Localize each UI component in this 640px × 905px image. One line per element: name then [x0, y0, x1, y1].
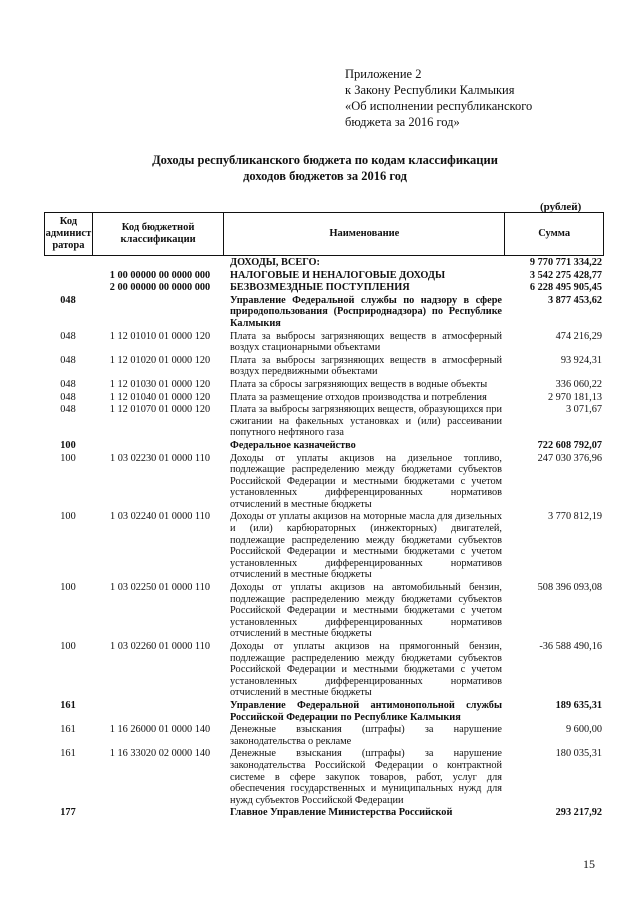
cell-admin-code: 100 — [60, 582, 76, 594]
cell-name: Плата за размещение отходов производства и потребления — [230, 391, 487, 403]
table-row — [44, 747, 604, 806]
cell-budget-code: 1 16 26000 01 0000 140 — [109, 724, 211, 736]
cell-admin-code: 100 — [60, 641, 76, 652]
table-row — [44, 294, 604, 330]
header-admin-code: Код админист ратора — [45, 213, 93, 255]
cell-admin-code: 161 — [60, 699, 76, 711]
cell-budget-code: 1 12 01070 01 0000 120 — [109, 404, 211, 416]
header-budget-code: Код бюджетной классификации — [93, 213, 225, 255]
cell-sum: 247 030 376,96 — [537, 452, 602, 464]
appendix-line-1: Приложение 2 — [345, 67, 422, 81]
cell-sum: 180 035,31 — [555, 748, 602, 760]
title-line-2: доходов бюджетов за 2016 год — [243, 169, 407, 183]
cell-sum: 9 770 771 334,22 — [529, 257, 602, 268]
table-row — [44, 391, 604, 404]
cell-sum: 508 396 093,08 — [537, 582, 602, 594]
appendix-line-3: «Об исполнении республиканского — [345, 99, 533, 113]
cell-admin-code: 048 — [60, 294, 76, 306]
cell-name: Управление Федеральной службы по надзору в сфере природопользования (Росприроднадзора) по Республике Калмыкия — [230, 294, 502, 329]
table-row — [44, 699, 604, 723]
table-row — [44, 640, 604, 699]
table-body — [44, 256, 604, 819]
cell-sum: 336 060,22 — [555, 378, 602, 390]
table-row — [44, 452, 604, 511]
cell-admin-code: 048 — [60, 330, 76, 342]
cell-admin-code: 100 — [60, 439, 76, 451]
cell-sum: 3 770 812,19 — [547, 511, 602, 523]
cell-name: Денежные взыскания (штрафы) за нарушение законодательства Российской Федерации о контрактной системе в сфере закупок товаров, работ, услуг для обеспечения государственных и муниципальных нужд для нужд субъектов Российской Федерации — [230, 748, 502, 806]
cell-name: Доходы от уплаты акцизов на моторные масла для дизельных и (или) карбюраторных (инжекторных) двигателей, подлежащие распределению между бюджетами субъектов Российской Федерации и местными бюджетами с учетом установленных дифференцированных нормативов отчислений в местные бюджеты — [230, 511, 502, 581]
cell-name: Плата за выбросы загрязняющих веществ в атмосферный воздух стационарными объектами — [230, 330, 502, 354]
cell-budget-code: 1 03 02240 01 0000 110 — [109, 511, 210, 523]
cell-budget-code: 1 00 00000 00 0000 000 — [109, 269, 211, 281]
table-row — [44, 354, 604, 378]
appendix-line-2: к Закону Республики Калмыкия — [345, 83, 515, 97]
cell-admin-code: 048 — [60, 404, 76, 416]
cell-name: Доходы от уплаты акцизов на дизельное топливо, подлежащие распределению между бюджетами субъектов Российской Федерации и местными бюджетами с учетом установленных дифференцированных нормативов отчислений в местные бюджеты — [230, 452, 502, 510]
cell-admin-code: 177 — [60, 807, 76, 819]
cell-admin-code: 100 — [60, 452, 76, 464]
table-row — [44, 723, 604, 747]
header-name: Наименование — [224, 213, 505, 255]
cell-sum: 93 924,31 — [560, 354, 602, 366]
cell-budget-code: 1 03 02250 01 0000 110 — [109, 582, 210, 594]
table-row — [44, 806, 604, 819]
cell-sum: 3 542 275 428,77 — [529, 269, 602, 281]
cell-name: ДОХОДЫ, ВСЕГО: — [230, 257, 320, 268]
table-row — [44, 378, 604, 391]
document-title — [90, 152, 560, 184]
table-row — [44, 330, 604, 354]
table-row — [44, 439, 604, 452]
page-number: 15 — [583, 857, 595, 871]
cell-budget-code: 1 12 01040 01 0000 120 — [109, 391, 211, 403]
table-row — [44, 403, 604, 439]
cell-admin-code: 048 — [60, 354, 76, 366]
title-line-1: Доходы республиканского бюджета по кодам классификации — [152, 153, 498, 167]
cell-name: Доходы от уплаты акцизов на прямогонный бензин, подлежащие распределению между бюджетами субъектов Российской Федерации и местными бюджетами с учетом установленных дифференцированных нормативов отчислений в местные бюджеты — [230, 641, 502, 699]
table-row — [44, 281, 604, 294]
cell-budget-code: 1 12 01030 01 0000 120 — [109, 378, 211, 390]
cell-sum: 722 608 792,07 — [537, 439, 602, 451]
cell-budget-code: 1 03 02230 01 0000 110 — [109, 452, 210, 464]
cell-sum: 3 071,67 — [565, 404, 602, 416]
cell-admin-code: 161 — [60, 748, 76, 760]
cell-sum: -36 588 490,16 — [539, 641, 602, 652]
currency-unit: (рублей) — [540, 201, 582, 213]
cell-name: Плата за сбросы загрязняющих веществ в водные объекты — [230, 378, 488, 390]
cell-name: Главное Управление Министерства Российской — [230, 807, 453, 819]
table-row — [44, 510, 604, 581]
cell-sum: 474 216,29 — [555, 330, 602, 342]
cell-name: Плата за выбросы загрязняющих веществ в атмосферный воздух передвижными объектами — [230, 354, 502, 378]
cell-budget-code: 2 00 00000 00 0000 000 — [109, 282, 211, 294]
cell-name: НАЛОГОВЫЕ И НЕНАЛОГОВЫЕ ДОХОДЫ — [230, 269, 446, 281]
table-row — [44, 581, 604, 640]
cell-name: БЕЗВОЗМЕЗДНЫЕ ПОСТУПЛЕНИЯ — [230, 282, 410, 294]
cell-admin-code: 100 — [60, 511, 76, 523]
cell-name: Доходы от уплаты акцизов на автомобильный бензин, подлежащие распределению между бюджетами субъектов Российской Федерации и местными бюджетами с учетом установленных дифференцированных нормативов отчислений в местные бюджеты — [230, 582, 502, 640]
table-row — [44, 256, 604, 269]
cell-admin-code: 161 — [60, 724, 76, 736]
cell-budget-code: 1 03 02260 01 0000 110 — [109, 641, 210, 652]
cell-budget-code: 1 16 33020 02 0000 140 — [109, 748, 211, 760]
cell-name: Плата за выбросы загрязняющих веществ, образующихся при сжигании на факельных установках и (или) рассеивании попутного нефтяного газа — [230, 404, 502, 439]
header-sum: Сумма — [538, 228, 571, 239]
cell-name: Федеральное казначейство — [230, 439, 356, 451]
appendix-line-4: бюджета за 2016 год» — [345, 115, 460, 129]
table-row — [44, 269, 604, 282]
revenue-table — [44, 212, 604, 819]
cell-name: Денежные взыскания (штрафы) за нарушение законодательства о рекламе — [230, 724, 502, 747]
cell-admin-code: 048 — [60, 378, 76, 390]
table-header — [44, 212, 604, 256]
appendix-header — [345, 66, 532, 130]
cell-sum: 2 970 181,13 — [547, 391, 602, 403]
cell-sum: 293 217,92 — [555, 807, 602, 819]
cell-sum: 6 228 495 905,45 — [529, 282, 602, 294]
cell-sum: 189 635,31 — [555, 699, 602, 711]
cell-name: Управление Федеральной антимонопольной службы Российской Федерации по Республике Калмыкия — [230, 699, 502, 723]
cell-sum: 9 600,00 — [565, 724, 602, 736]
cell-sum: 3 877 453,62 — [547, 294, 602, 306]
cell-budget-code: 1 12 01020 01 0000 120 — [109, 354, 211, 366]
cell-admin-code: 048 — [60, 391, 76, 403]
cell-budget-code: 1 12 01010 01 0000 120 — [109, 330, 211, 342]
